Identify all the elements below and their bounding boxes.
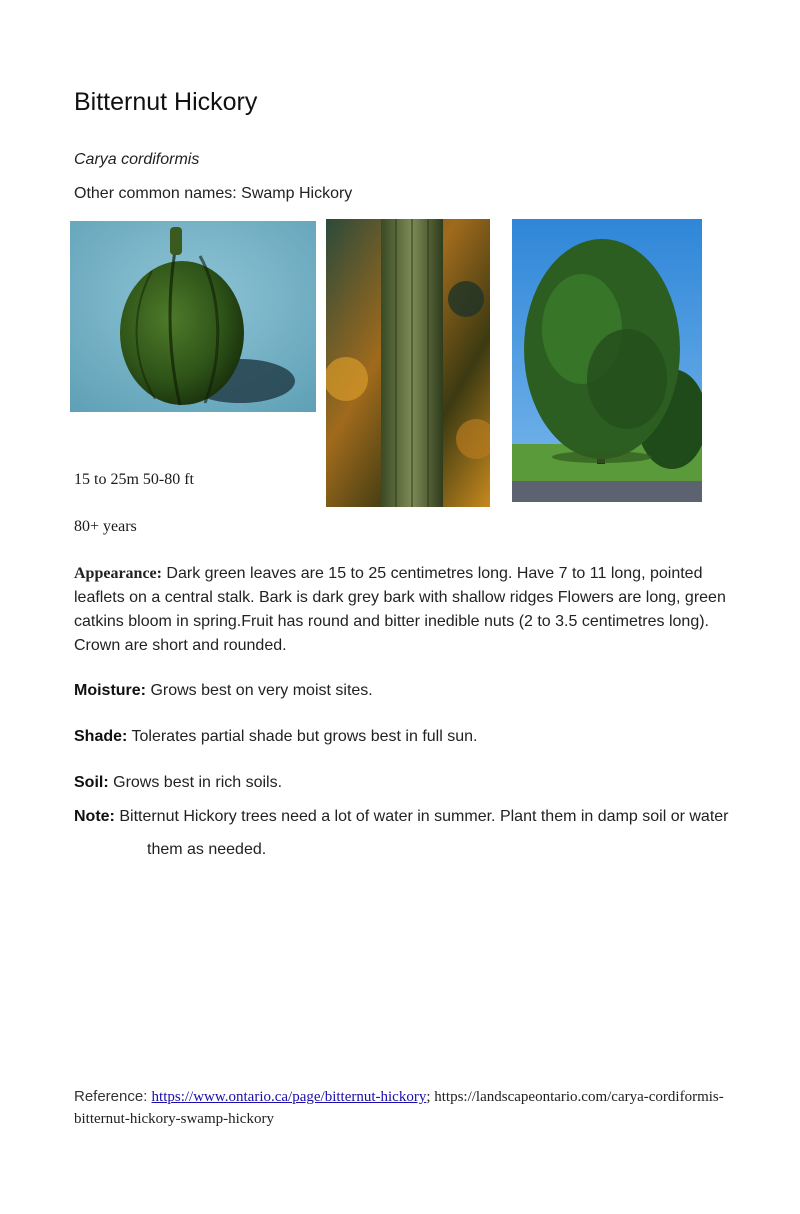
shade-label: Shade:	[74, 728, 128, 745]
reference-link[interactable]: https://www.ontario.ca/page/bitternut-hickory	[151, 1089, 427, 1105]
appearance-text: Dark green leaves are 15 to 25 centimetres long. Have 7 to 11 long, pointed leaflets on a central stalk. Bark is dark grey bark with shallow ridges Flowers are long, green catkins bloom in spring.Fruit has round and bitter inedible nuts (2 to 3.5 centimetres long). Crown are short and rounded.	[74, 565, 726, 654]
shade-text: Tolerates partial shade but grows best in full sun.	[127, 728, 478, 745]
scientific-name: Carya cordiformis	[74, 151, 200, 168]
moisture-label: Moisture:	[74, 682, 146, 699]
reference-rest: ; https://landscapeontario.com/carya-cordiformis-bitternut-hickory-swamp-hickory	[74, 1089, 724, 1127]
shade-paragraph	[74, 725, 734, 749]
reference-lead: Reference:	[74, 1088, 152, 1105]
note-continuation: them as needed.	[147, 841, 267, 858]
tree-photo	[512, 219, 702, 502]
soil-paragraph	[74, 771, 734, 795]
appearance-paragraph	[74, 562, 734, 658]
soil-label: Soil:	[74, 774, 109, 791]
note-text: Bitternut Hickory trees need a lot of water in summer. Plant them in damp soil or water	[114, 808, 729, 825]
appearance-label: Appearance:	[74, 565, 162, 582]
size-text: 15 to 25m 50-80 ft	[74, 471, 194, 488]
moisture-paragraph	[74, 679, 734, 703]
page-title: Bitternut Hickory	[74, 88, 258, 116]
note-paragraph	[74, 805, 734, 829]
lifespan-text: 80+ years	[74, 518, 137, 535]
soil-text: Grows best in rich soils.	[108, 774, 283, 791]
bark-photo	[326, 219, 490, 507]
common-names: Other common names: Swamp Hickory	[74, 185, 353, 202]
reference	[74, 1086, 724, 1130]
moisture-text: Grows best on very moist sites.	[146, 682, 373, 699]
note-label: Note:	[74, 808, 115, 825]
nut-photo	[70, 221, 316, 412]
